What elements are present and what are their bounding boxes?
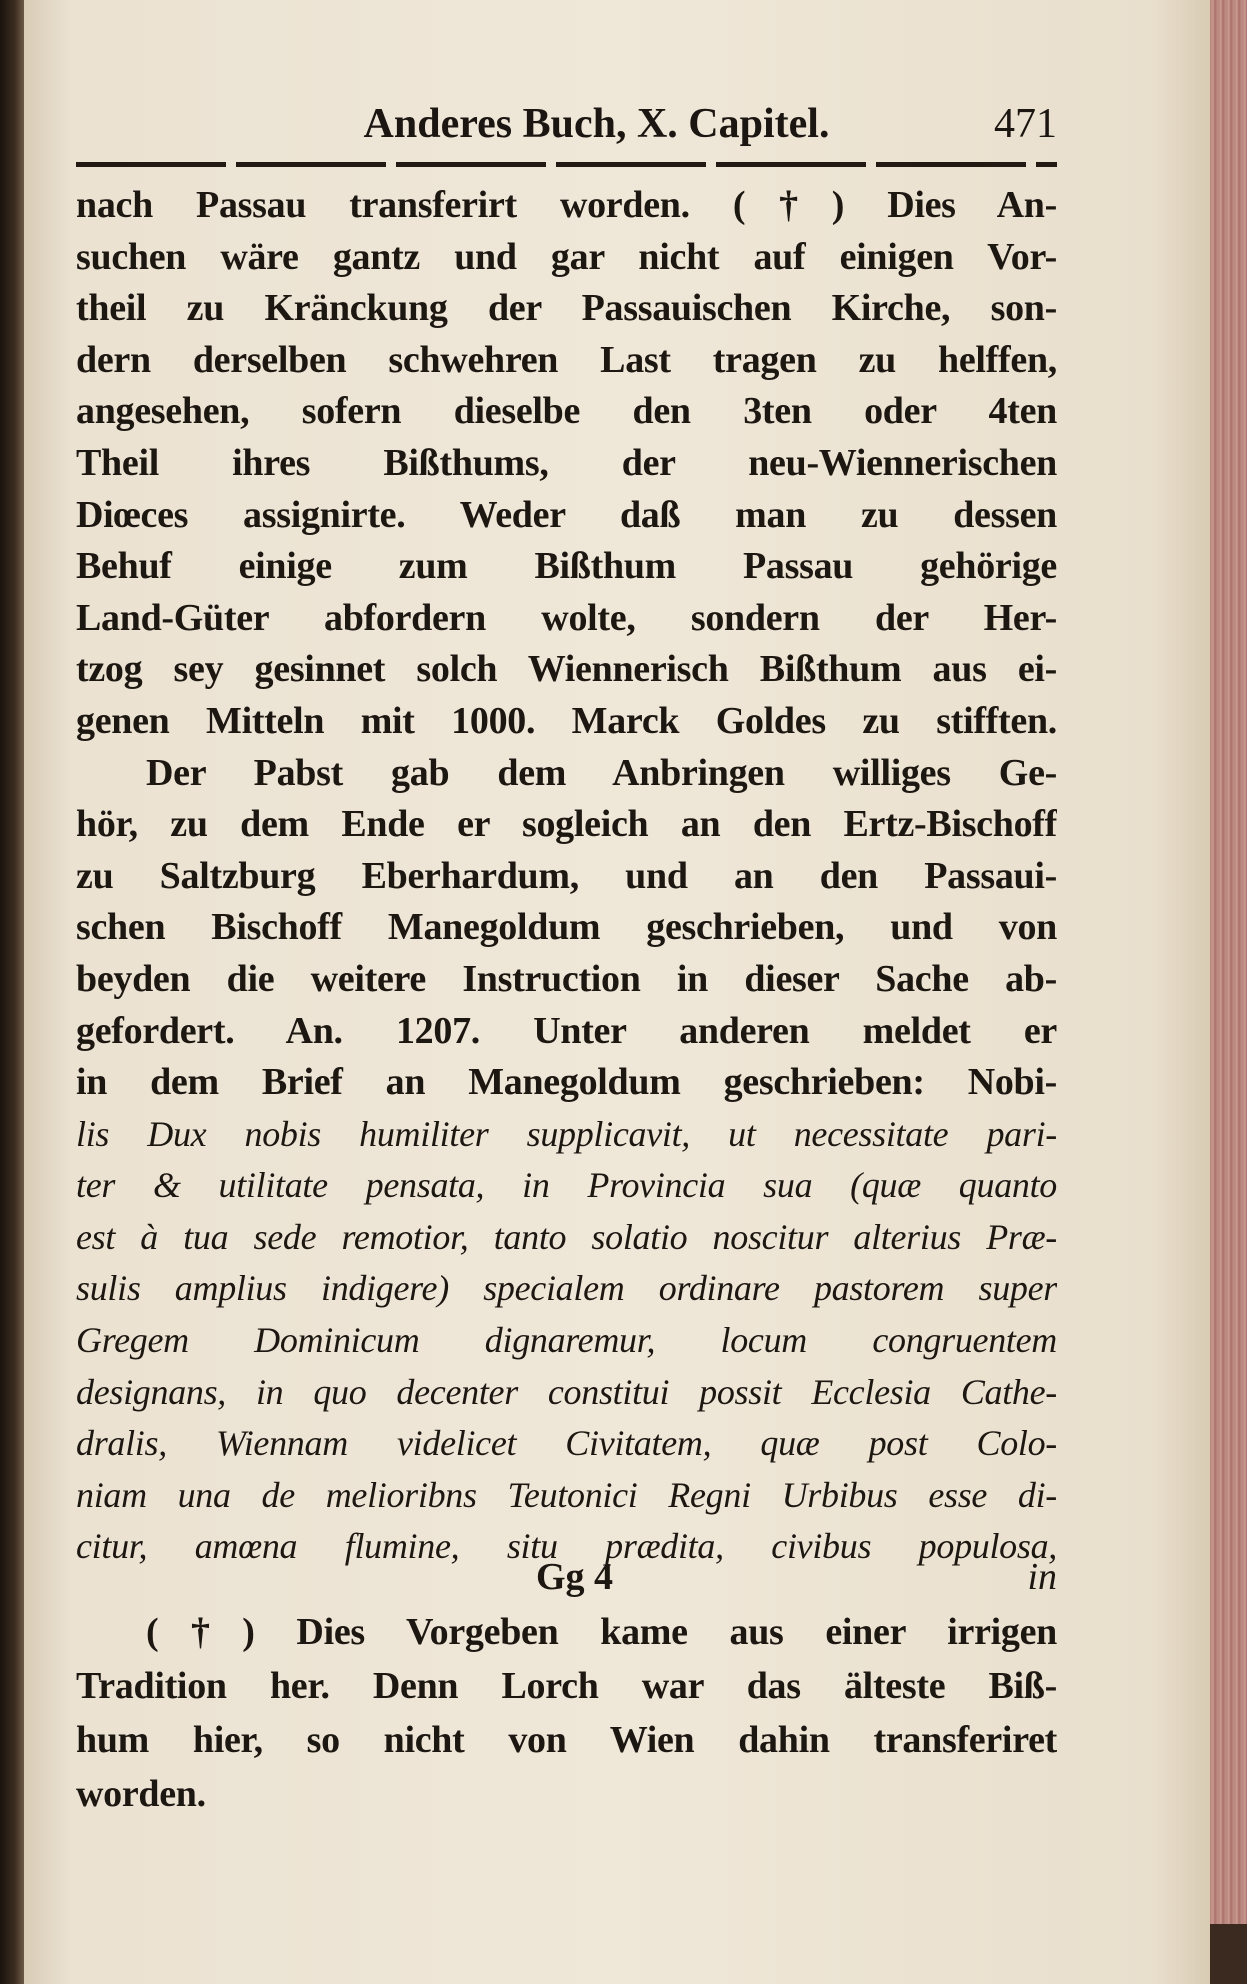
page-block-shadow xyxy=(1210,1924,1247,1984)
catchword: in xyxy=(1027,1556,1057,1598)
text-line: zu Saltzburg Eberhardum, und an den Passaui- xyxy=(76,854,1057,897)
header-rule xyxy=(76,162,1057,167)
text-line: Land-Güter abfordern wolte, sondern der Her- xyxy=(76,596,1057,639)
text-line: hum hier, so nicht von Wien dahin transferiret xyxy=(76,1719,1057,1761)
signature-line xyxy=(76,1555,1057,1605)
text-line: tzog sey gesinnet solch Wiennerisch Bißthum aus ei- xyxy=(76,648,1057,691)
text-line: Behuf einige zum Bißthum Passau gehörige xyxy=(76,545,1057,588)
text-line: Diœces assignirte. Weder daß man zu dessen xyxy=(76,493,1057,536)
text-line: dralis, Wiennam videlicet Civitatem, quæ post Colo- xyxy=(76,1423,1057,1464)
running-title: Anderes Buch, X. Capitel. xyxy=(363,101,830,147)
footnote xyxy=(76,1605,1057,1821)
text-line: Gregem Dominicum dignaremur, locum congruentem xyxy=(76,1320,1057,1361)
text-line: schen Bischoff Manegoldum geschrieben, und von xyxy=(76,906,1057,949)
text-line: hör, zu dem Ende er sogleich an den Ertz-Bischoff xyxy=(76,803,1057,846)
text-line: beyden die weitere Instruction in dieser Sache ab- xyxy=(76,957,1057,1000)
text-line: (†) Dies Vorgeben kame aus einer irrigen xyxy=(146,1611,1057,1653)
text-line: Tradition her. Denn Lorch war das älteste Biß- xyxy=(76,1665,1057,1707)
text-line: designans, in quo decenter constitui possit Ecclesia Cathe- xyxy=(76,1371,1057,1412)
signature-mark: Gg 4 xyxy=(536,1556,614,1598)
text-line: Der Pabst gab dem Anbringen williges Ge- xyxy=(146,751,1057,794)
text-line: citur, amœna flumine, situ prædita, civibus populosa, xyxy=(76,1526,1057,1567)
text-line: worden. xyxy=(76,1773,206,1815)
page-block-edge xyxy=(1210,0,1247,1984)
text-line: lis Dux nobis humiliter supplicavit, ut necessitate pari- xyxy=(76,1113,1057,1154)
page-number: 471 xyxy=(994,101,1057,147)
text-line: niam una de melioribns Teutonici Regni Urbibus esse di- xyxy=(76,1474,1057,1515)
text-line: ter & utilitate pensata, in Provincia sua (quæ quanto xyxy=(76,1165,1057,1206)
text-line: dern derselben schwehren Last tragen zu helffen, xyxy=(76,338,1057,381)
body-text xyxy=(76,180,1057,1573)
text-line: angesehen, sofern dieselbe den 3ten oder 4ten xyxy=(76,390,1057,433)
text-line: theil zu Kränckung der Passauischen Kirche, son- xyxy=(76,287,1057,330)
text-line: est à tua sede remotior, tanto solatio noscitur alterius Præ- xyxy=(76,1216,1057,1257)
text-line: Theil ihres Bißthums, der neu-Wiennerischen xyxy=(76,441,1057,484)
text-line: genen Mitteln mit 1000. Marck Goldes zu stifften. xyxy=(76,699,1057,742)
text-line: nach Passau transferirt worden. (†) Dies An- xyxy=(76,184,1057,226)
text-line: sulis amplius indigere) specialem ordinare pastorem super xyxy=(76,1268,1057,1309)
text-line: in dem Brief an Manegoldum geschrieben: Nobi- xyxy=(76,1061,1057,1104)
text-line: suchen wäre gantz und gar nicht auf einigen Vor- xyxy=(76,235,1057,278)
running-header xyxy=(76,100,1057,150)
text-line: gefordert. An. 1207. Unter anderen meldet er xyxy=(76,1009,1057,1052)
book-binding-edge xyxy=(0,0,24,1984)
